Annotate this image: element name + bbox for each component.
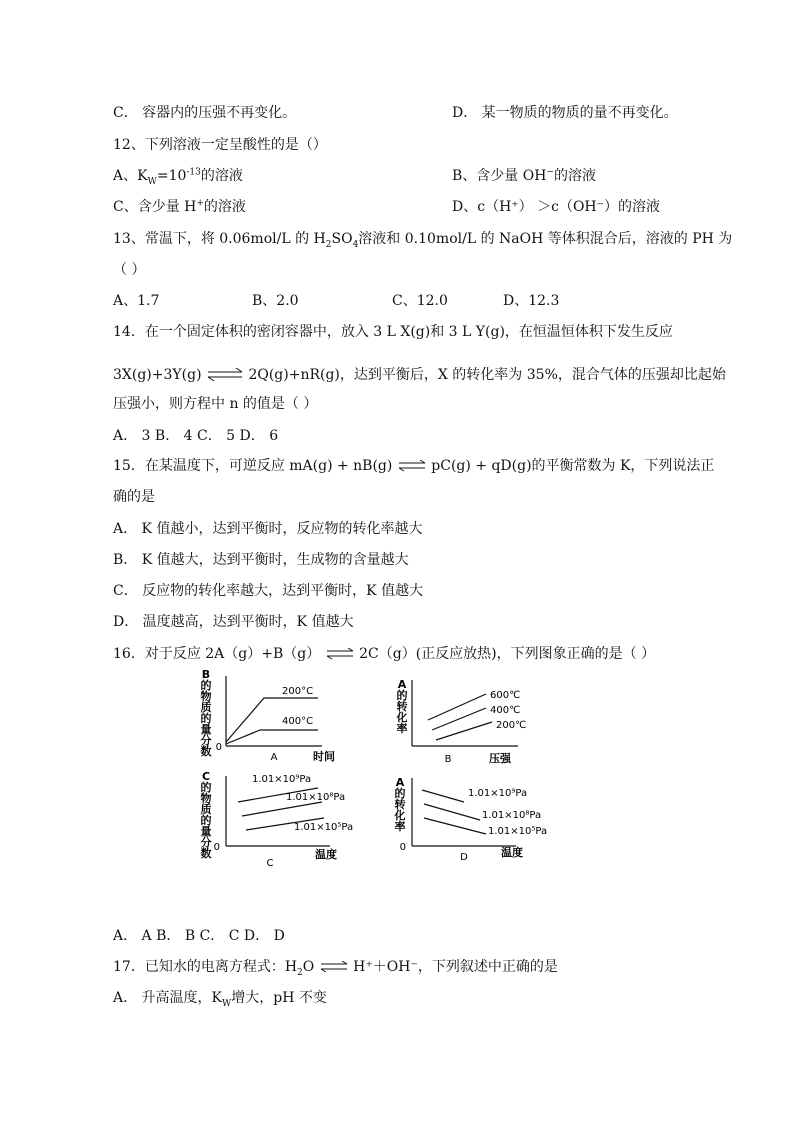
graph-d <box>394 776 548 863</box>
graph-c-label-1e5: 1.01×10⁵Pa <box>294 822 354 833</box>
graph-b-label-400: 400℃ <box>490 705 521 716</box>
graph-a-name: A <box>270 752 278 763</box>
reversible-arrow-icon <box>325 648 355 660</box>
graph-c <box>201 770 354 868</box>
q13-option-c: C、12.0 <box>392 293 448 309</box>
reversible-arrow-icon <box>397 460 427 472</box>
graph-b-ylabel: A 的转化率 <box>396 678 408 735</box>
graph-b-line-600 <box>428 694 486 720</box>
graph-a-label-200: 200°C <box>282 686 314 697</box>
graph-d-label-1e8: 1.01×10⁸Pa <box>482 810 542 821</box>
q16-stem: 16．对于反应 2A（g）+B（g） 2C（g）(正反应放热)，下列图象正确的是（ ） <box>113 646 656 662</box>
q14-stem: 14．在一个固定体积的密闭容器中，放入 3 L X(g)和 3 L Y(g)，在恒温恒体积下发生反应 <box>113 324 673 340</box>
q15-option-c: C． 反应物的转化率越大，达到平衡时，K 值越大 <box>113 583 424 599</box>
graph-d-label-1e9: 1.01×10⁹Pa <box>468 788 528 799</box>
q16-options: A． A B． B C． C D． D <box>113 928 285 944</box>
graph-a-ylabel: B 的物质的量分数 <box>200 668 212 758</box>
q16-graphs-figure <box>190 668 550 868</box>
graph-d-origin: 0 <box>399 842 406 853</box>
graph-d-label-1e5: 1.01×10⁵Pa <box>488 826 548 837</box>
q13-stem: 13、常温下，将 0.06mol/L 的 $H_2SO_4$溶液和 0.10mol/L 的 NaOH 等体积混合后，溶液的 PH 为 <box>113 231 733 250</box>
graph-b-label-200: 200℃ <box>496 720 527 731</box>
q15-option-b: B． K 值越大，达到平衡时，生成物的含量越大 <box>113 552 409 568</box>
graph-a-origin: 0 <box>215 742 222 753</box>
graph-a-label-400: 400°C <box>282 716 314 727</box>
reversible-arrow-icon <box>319 961 349 973</box>
q15-option-d: D． 温度越高，达到平衡时，K 值越大 <box>113 614 354 630</box>
q13-paren: （ ） <box>113 262 146 278</box>
q15-stem-2: 确的是 <box>113 489 155 505</box>
graph-b-name: B <box>444 754 452 765</box>
graph-c-label-1e8: 1.01×10⁸Pa <box>286 792 346 803</box>
reversible-arrow-icon <box>206 368 244 382</box>
q11-option-c: C． 容器内的压强不再变化。 <box>113 105 297 121</box>
graph-b <box>396 678 527 765</box>
q17-option-a: A． 升高温度，$K_W$增大，pH 不变 <box>113 990 327 1009</box>
graph-d-line-1e8 <box>424 804 480 820</box>
q12-stem: 12、下列溶液一定呈酸性的是（） <box>113 137 327 153</box>
q12-option-c: C、含少量 H+的溶液 <box>113 198 246 215</box>
q13-option-d: D、12.3 <box>503 293 560 309</box>
graph-d-line-1e5 <box>424 818 486 834</box>
q14-options: A． 3 B． 4 C． 5 D． 6 <box>113 428 279 444</box>
q17-stem: 17．已知水的电离方程式：$H_2O$ H⁺＋OH⁻，下列叙述中正确的是 <box>113 959 558 978</box>
q13-option-b: B、2.0 <box>252 293 299 309</box>
graph-c-xlabel: 温度 <box>315 848 337 861</box>
graph-c-origin: 0 <box>213 842 220 853</box>
q15-stem: 15．在某温度下，可逆反应 mA(g) + nB(g) pC(g) + qD(g)的平衡常数为 K，下列说法正 <box>113 458 715 474</box>
q14-equation: 3X(g)+3Y(g) 2Q(g)+nR(g)，达到平衡后，X 的转化率为 35%，混合气体的压强却比起始 <box>113 367 726 383</box>
graph-c-ylabel: C 的物质的量分数 <box>200 770 212 860</box>
graph-b-xlabel: 压强 <box>489 752 511 765</box>
q13-option-a: A、1.7 <box>113 293 160 309</box>
q12-option-d: D、c（H⁺） ＞c（OH⁻）的溶液 <box>452 199 661 215</box>
q12-option-a: A、$K_W=10^{-13}$的溶液 <box>113 167 243 187</box>
q11-option-d: D． 某一物质的物质的量不再变化。 <box>452 105 678 121</box>
graph-b-label-600: 600℃ <box>490 690 521 701</box>
q12-option-b: B、含少量 OH−的溶液 <box>452 167 596 184</box>
graph-d-ylabel: A 的转化率 <box>394 776 406 833</box>
graph-c-line-1e8 <box>242 802 322 816</box>
graph-d-line-1e9 <box>422 790 464 802</box>
graph-c-name: C <box>266 858 274 868</box>
graph-a-curve-400 <box>226 730 318 744</box>
graph-c-label-1e9: 1.01×10⁹Pa <box>252 774 312 785</box>
graph-d-name: D <box>460 852 468 863</box>
graph-a <box>201 668 336 763</box>
q15-option-a: A． K 值越小，达到平衡时，反应物的转化率越大 <box>113 521 423 537</box>
graph-d-xlabel: 温度 <box>501 846 523 859</box>
q14-stem-3: 压强小，则方程中 n 的值是（ ） <box>113 396 318 412</box>
graph-a-xlabel: 时间 <box>313 750 335 763</box>
